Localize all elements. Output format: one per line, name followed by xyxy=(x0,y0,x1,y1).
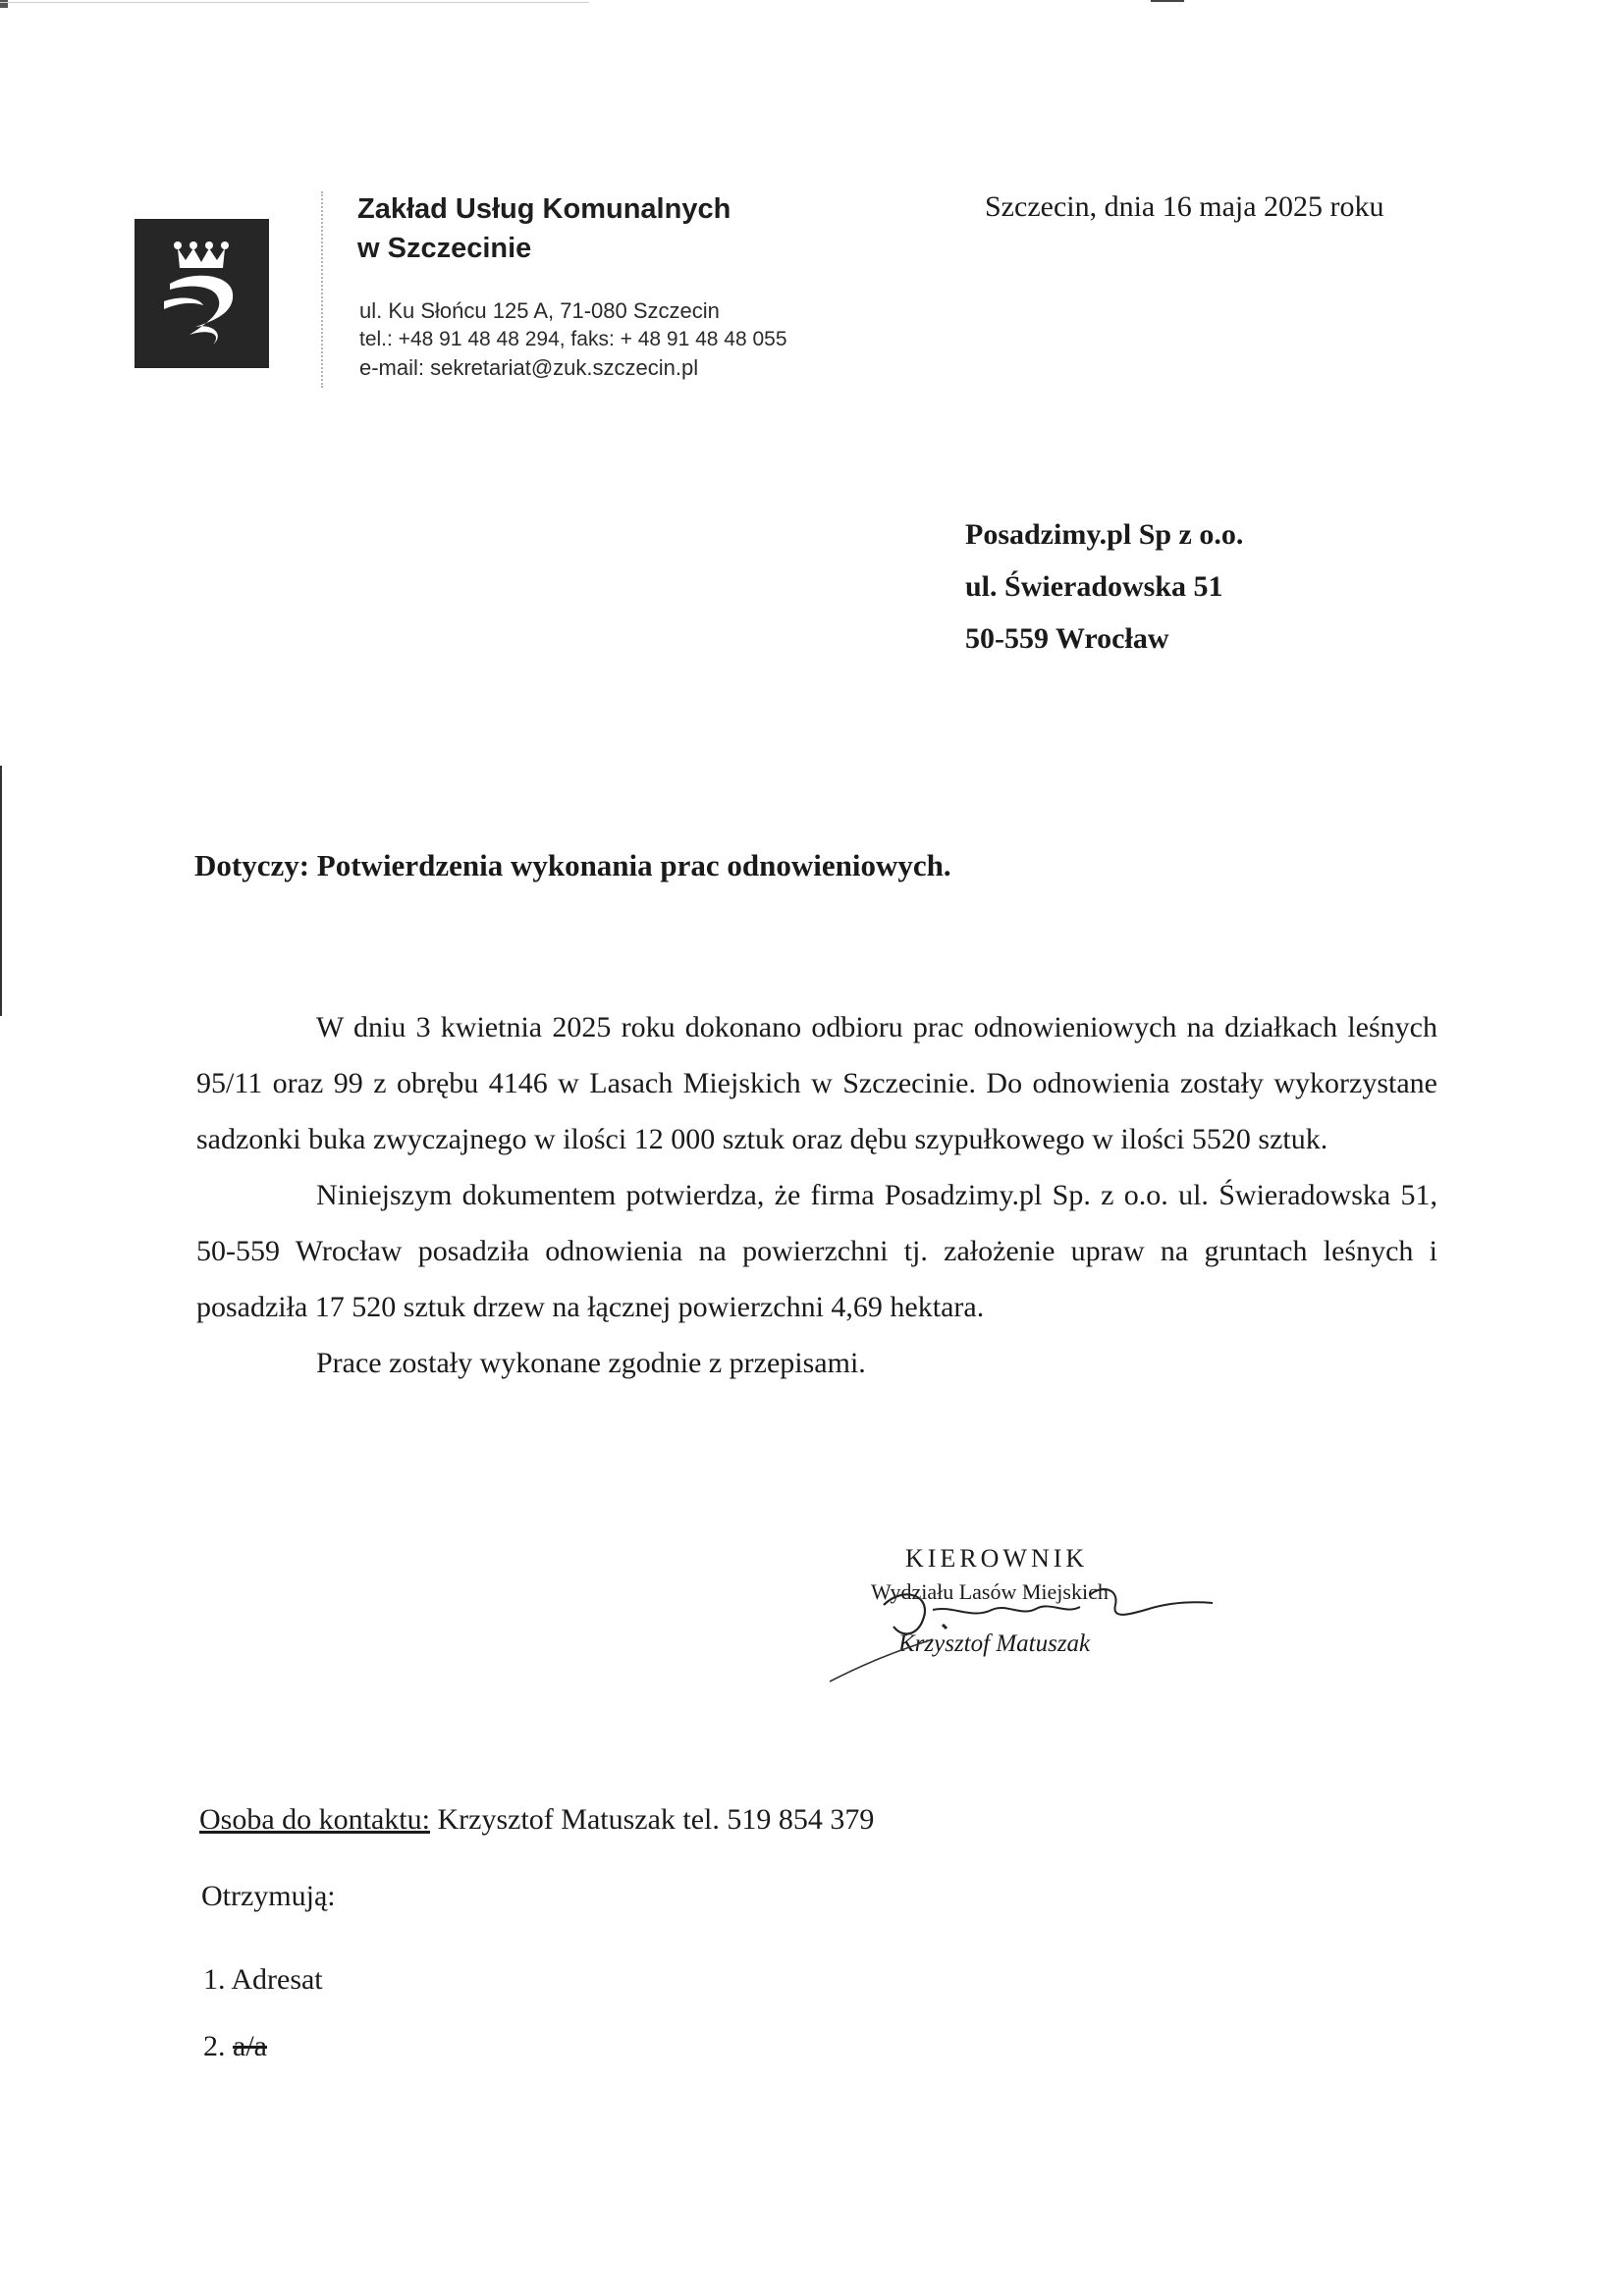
organization-email: e-mail: sekretariat@zuk.szczecin.pl xyxy=(359,355,699,380)
recipient-company: Posadzimy.pl Sp z o.o. xyxy=(965,518,1244,551)
organization-contact-block xyxy=(359,296,787,382)
scan-edge-line xyxy=(0,2,589,3)
recipients-list xyxy=(203,1947,323,2080)
organization-address: ul. Ku Słońcu 125 A, 71-080 Szczecin xyxy=(359,298,720,323)
letter-body xyxy=(196,999,1437,1391)
recipients-item xyxy=(203,2013,323,2080)
letterhead-divider xyxy=(321,191,323,388)
recipient-city: 50-559 Wrocław xyxy=(965,622,1169,655)
organization-name-line2: w Szczecinie xyxy=(357,233,532,264)
contact-person xyxy=(199,1803,874,1837)
org-logo-icon xyxy=(135,219,269,368)
body-paragraph-2: Niniejszym dokumentem potwierdza, że firma Posadzimy.pl Sp. z o.o. ul. Świeradowska 51, 50-559 Wrocław posadziła odnowienia na powierzchni tj. założenie upraw na gruntach leśnych i posadziła 17 520 sztuk drzew na łącznej powierzchni 4,69 hektara. xyxy=(196,1179,1437,1323)
recipients-item: 1. Adresat xyxy=(203,1963,323,1996)
griffin-crown-icon xyxy=(135,219,269,368)
recipients-item-number: 2. xyxy=(203,2030,226,2062)
contact-value: Krzysztof Matuszak tel. 519 854 379 xyxy=(437,1803,875,1836)
organization-name-line1: Zakład Usług Komunalnych xyxy=(357,193,731,225)
scan-left-edge xyxy=(0,766,2,1016)
body-paragraph-3: Prace zostały wykonane zgodnie z przepisami. xyxy=(316,1347,866,1379)
recipients-heading: Otrzymują: xyxy=(201,1880,336,1912)
organization-name xyxy=(357,189,731,268)
stamp-name: Krzysztof Matuszak xyxy=(898,1630,1091,1657)
recipients-item-text: a/a xyxy=(233,2030,267,2062)
organization-phone-fax: tel.: +48 91 48 48 294, faks: + 48 91 48 48 055 xyxy=(359,328,787,350)
place-and-date: Szczecin, dnia 16 maja 2025 roku xyxy=(985,190,1384,223)
body-paragraph-1: W dniu 3 kwietnia 2025 roku dokonano odbioru prac odnowieniowych na działkach leśnych 95/11 oraz 99 z obrębu 4146 w Lasach Miejskich w Szczecinie. Do odnowienia zostały wykorzystane sadzonki buka zwyczajnego w ilości 12 000 sztuk oraz dębu szypułkowego w ilości 5520 sztuk. xyxy=(196,1011,1437,1155)
scan-corner-mark-right xyxy=(1151,0,1184,2)
letter-subject: Dotyczy: Potwierdzenia wykonania prac odnowieniowych. xyxy=(194,848,951,882)
recipient-address xyxy=(965,508,1243,665)
stamp-title: KIEROWNIK xyxy=(905,1544,1089,1573)
recipient-street: ul. Świeradowska 51 xyxy=(965,570,1223,603)
stamp-department: Wydziału Lasów Miejskich xyxy=(871,1579,1109,1604)
contact-label: Osoba do kontaktu: xyxy=(199,1803,430,1836)
